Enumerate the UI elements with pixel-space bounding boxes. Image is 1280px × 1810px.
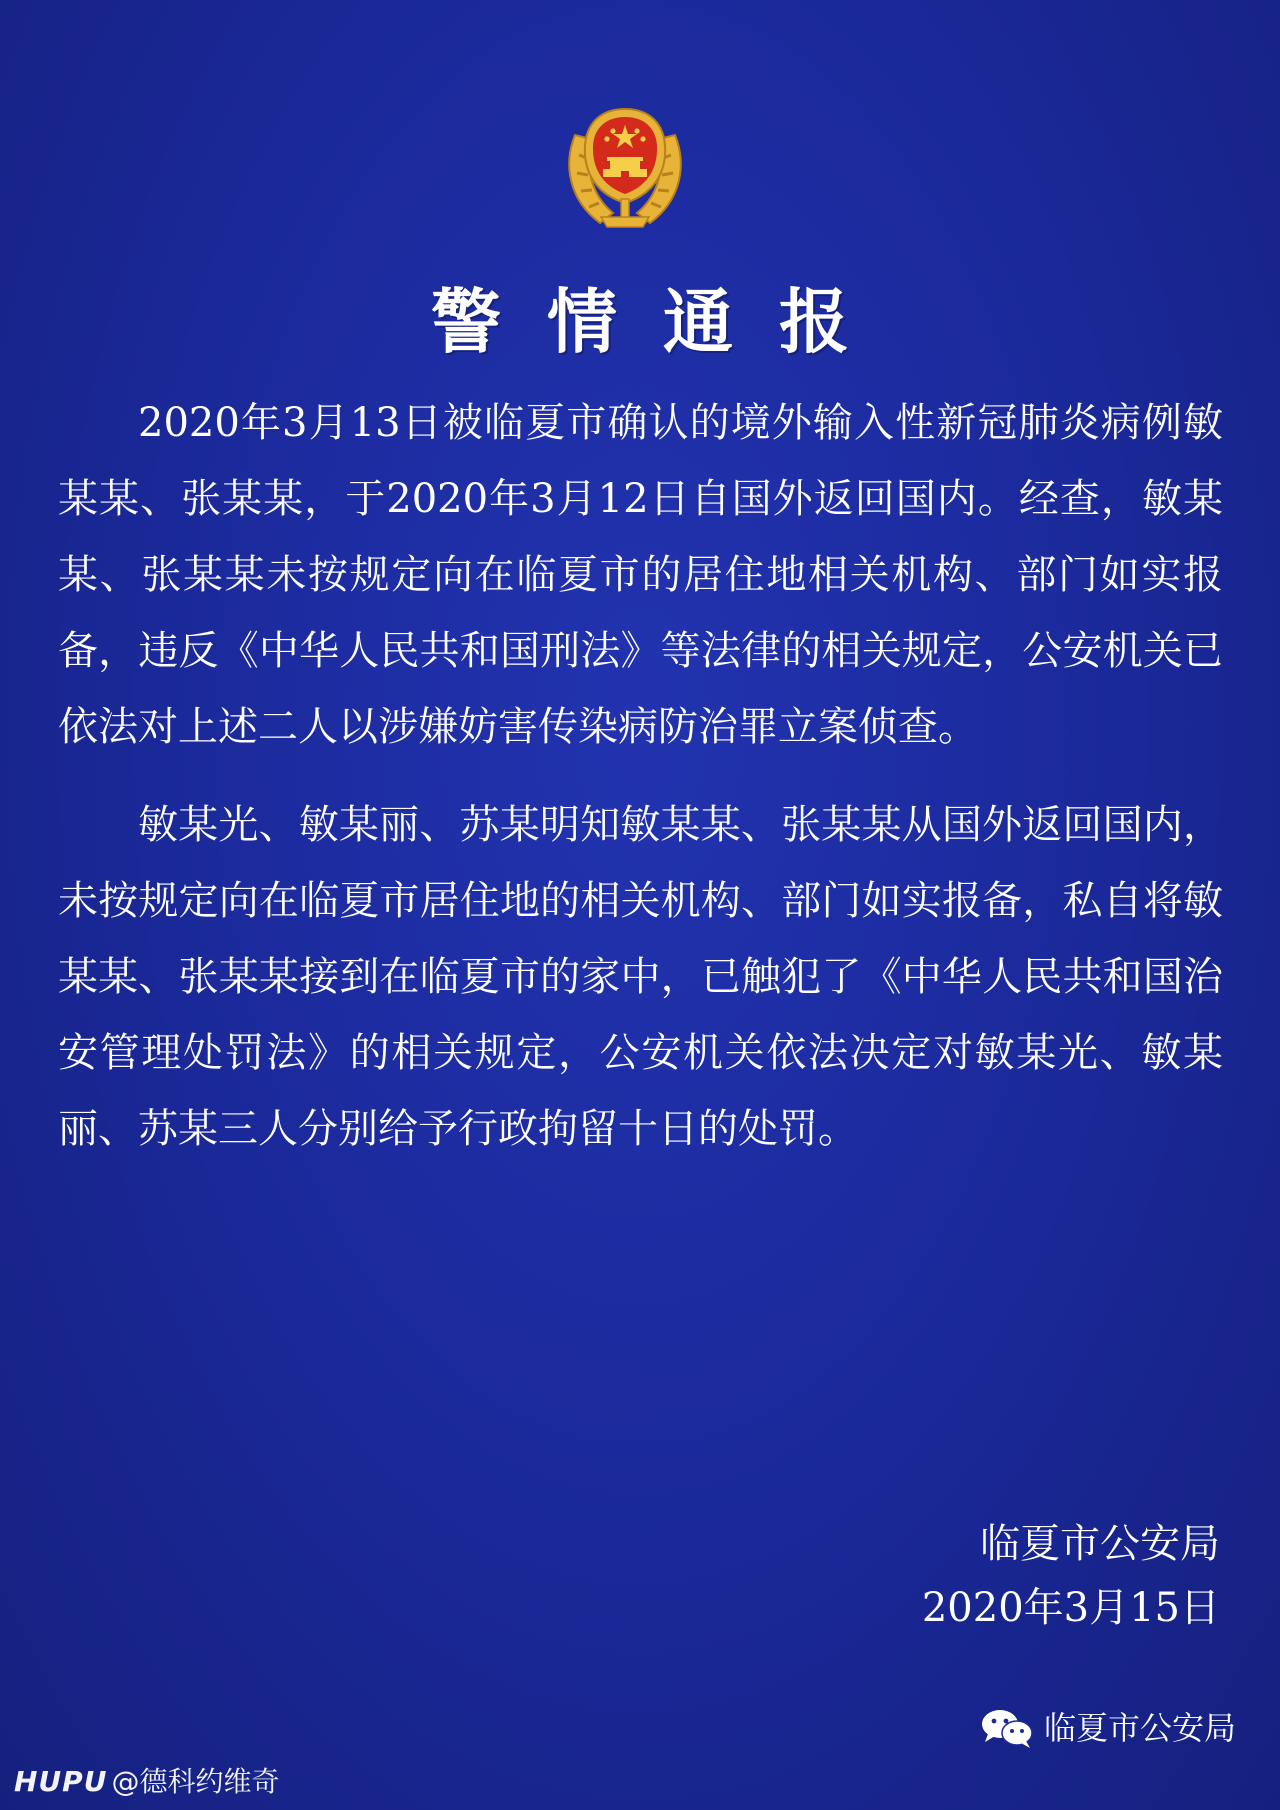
issuer-name: 临夏市公安局: [980, 1521, 1220, 1567]
notice-body: [58, 385, 1223, 1189]
hupu-logo: HUPU: [14, 1765, 108, 1798]
issue-date: 2020年3月15日: [921, 1585, 1220, 1631]
paragraph-1: 2020年3月13日被临夏市确认的境外输入性新冠肺炎病例敏某某、张某某，于2020年3月12日自国外返回国内。经查，敏某某、张某某未按规定向在临夏市的居住地相关机构、部门如实报备，违反《中华人民共和国刑法》等法律的相关规定，公安机关已依法对上述二人以涉嫌妨害传染病防治罪立案侦查。: [58, 400, 1223, 750]
watermark-handle: @德科约维奇: [111, 1765, 280, 1798]
signature-block: [922, 1512, 1220, 1640]
police-emblem-icon: [555, 95, 695, 235]
wechat-icon: [980, 1707, 1034, 1749]
page-title: 警情通报: [431, 281, 895, 363]
wechat-account: [980, 1706, 1236, 1750]
paragraph-2: 敏某光、敏某丽、苏某明知敏某某、张某某从国外返回国内，未按规定向在临夏市居住地的相关机构、部门如实报备，私自将敏某某、张某某接到在临夏市的家中，已触犯了《中华人民共和国治安管理处罚法》的相关规定，公安机关依法决定对敏某光、敏某丽、苏某三人分别给予行政拘留十日的处罚。: [58, 802, 1223, 1152]
account-name: 临夏市公安局: [1043, 1709, 1236, 1747]
hupu-watermark: [14, 1762, 279, 1802]
